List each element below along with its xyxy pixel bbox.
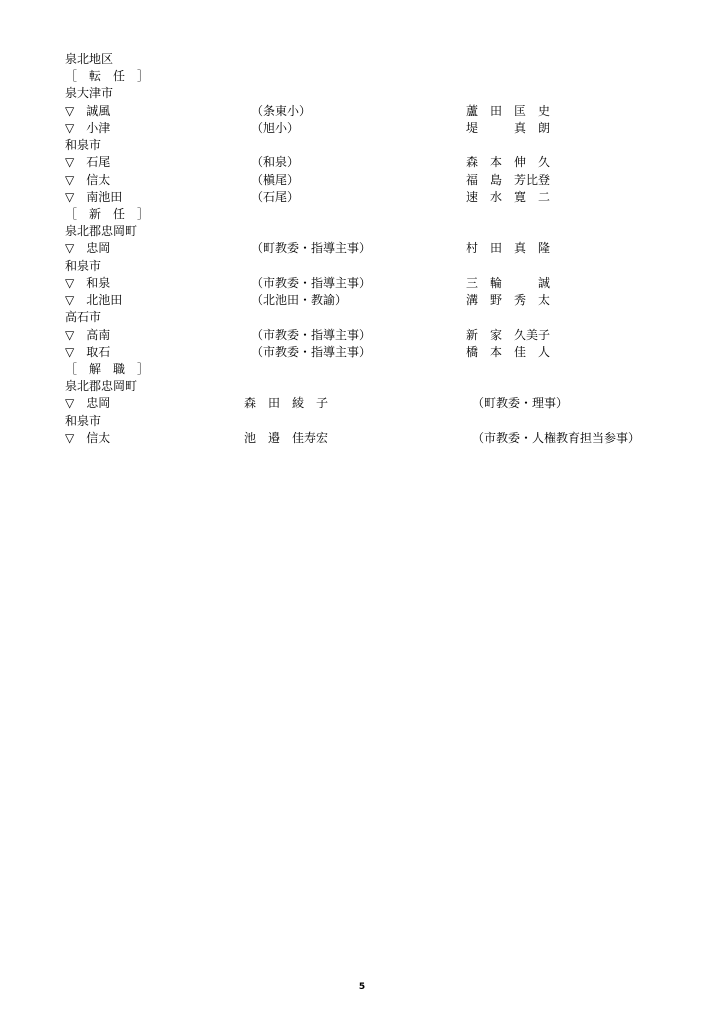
- person-name: 三 輪 誠: [466, 276, 551, 290]
- previous-post: （旭小）: [251, 121, 300, 135]
- person-name: 村 田 真 隆: [466, 241, 551, 255]
- previous-post: （槇尾）: [251, 173, 300, 187]
- school-name: ▽ 石尾: [65, 155, 111, 169]
- section-heading-tenin: [0, 68, 724, 85]
- city-label: 和泉市: [65, 259, 102, 273]
- section-heading-shinnin: [0, 206, 724, 223]
- school-name: ▽ 忠岡: [65, 241, 111, 255]
- city-heading: [0, 309, 724, 326]
- city-heading: [0, 137, 724, 154]
- person-name: 速 水 寛 二: [466, 190, 551, 204]
- personnel-row: [0, 154, 724, 171]
- person-name: 橋 本 佳 人: [466, 345, 551, 359]
- personnel-row: [0, 292, 724, 309]
- person-name: 福 島 芳比登: [466, 173, 551, 187]
- section-heading-kaishoku: [0, 361, 724, 378]
- school-name: ▽ 忠岡: [65, 396, 111, 410]
- person-name: 池 邉 佳寿宏: [244, 431, 329, 445]
- school-name: ▽ 誠風: [65, 104, 111, 118]
- person-name: 溝 野 秀 太: [466, 293, 551, 307]
- section-label: ［ 新 任 ］: [65, 207, 150, 221]
- personnel-row: [0, 240, 724, 257]
- city-heading: [0, 223, 724, 240]
- city-heading: [0, 378, 724, 395]
- school-name: ▽ 信太: [65, 431, 111, 445]
- new-position: （市教委・人権教育担当参事）: [472, 431, 641, 445]
- school-name: ▽ 信太: [65, 173, 111, 187]
- region-heading: [0, 51, 724, 68]
- city-heading: [0, 413, 724, 430]
- person-name: 堤 真 朗: [466, 121, 551, 135]
- city-heading: [0, 85, 724, 102]
- school-name: ▽ 高南: [65, 328, 111, 342]
- personnel-row: [0, 430, 724, 447]
- city-label: 和泉市: [65, 414, 102, 428]
- personnel-row: [0, 189, 724, 206]
- city-label: 和泉市: [65, 138, 102, 152]
- new-position: （町教委・理事）: [472, 396, 569, 410]
- personnel-row: [0, 120, 724, 137]
- school-name: ▽ 取石: [65, 345, 111, 359]
- person-name: 森 田 綾 子: [244, 396, 329, 410]
- page-number: 5: [358, 982, 366, 992]
- previous-post: （市教委・指導主事）: [251, 328, 372, 342]
- previous-post: （和泉）: [251, 155, 300, 169]
- school-name: ▽ 和泉: [65, 276, 111, 290]
- section-label: ［ 転 任 ］: [65, 69, 150, 83]
- previous-post: （町教委・指導主事）: [251, 241, 372, 255]
- personnel-row: [0, 395, 724, 412]
- school-name: ▽ 北池田: [65, 293, 123, 307]
- personnel-row: [0, 103, 724, 120]
- previous-post: （市教委・指導主事）: [251, 276, 372, 290]
- city-label: 泉大津市: [65, 86, 114, 100]
- previous-post: （条東小）: [251, 104, 312, 118]
- section-label: ［ 解 職 ］: [65, 362, 150, 376]
- personnel-row: [0, 327, 724, 344]
- region-label: 泉北地区: [65, 52, 114, 66]
- personnel-row: [0, 172, 724, 189]
- previous-post: （市教委・指導主事）: [251, 345, 372, 359]
- person-name: 森 本 伸 久: [466, 155, 551, 169]
- city-label: 泉北郡忠岡町: [65, 379, 138, 393]
- school-name: ▽ 南池田: [65, 190, 123, 204]
- school-name: ▽ 小津: [65, 121, 111, 135]
- previous-post: （北池田・教諭）: [251, 293, 348, 307]
- previous-post: （石尾）: [251, 190, 300, 204]
- person-name: 蘆 田 匡 史: [466, 104, 551, 118]
- city-label: 高石市: [65, 310, 102, 324]
- person-name: 新 家 久美子: [466, 328, 551, 342]
- personnel-row: [0, 344, 724, 361]
- personnel-row: [0, 275, 724, 292]
- city-label: 泉北郡忠岡町: [65, 224, 138, 238]
- city-heading: [0, 258, 724, 275]
